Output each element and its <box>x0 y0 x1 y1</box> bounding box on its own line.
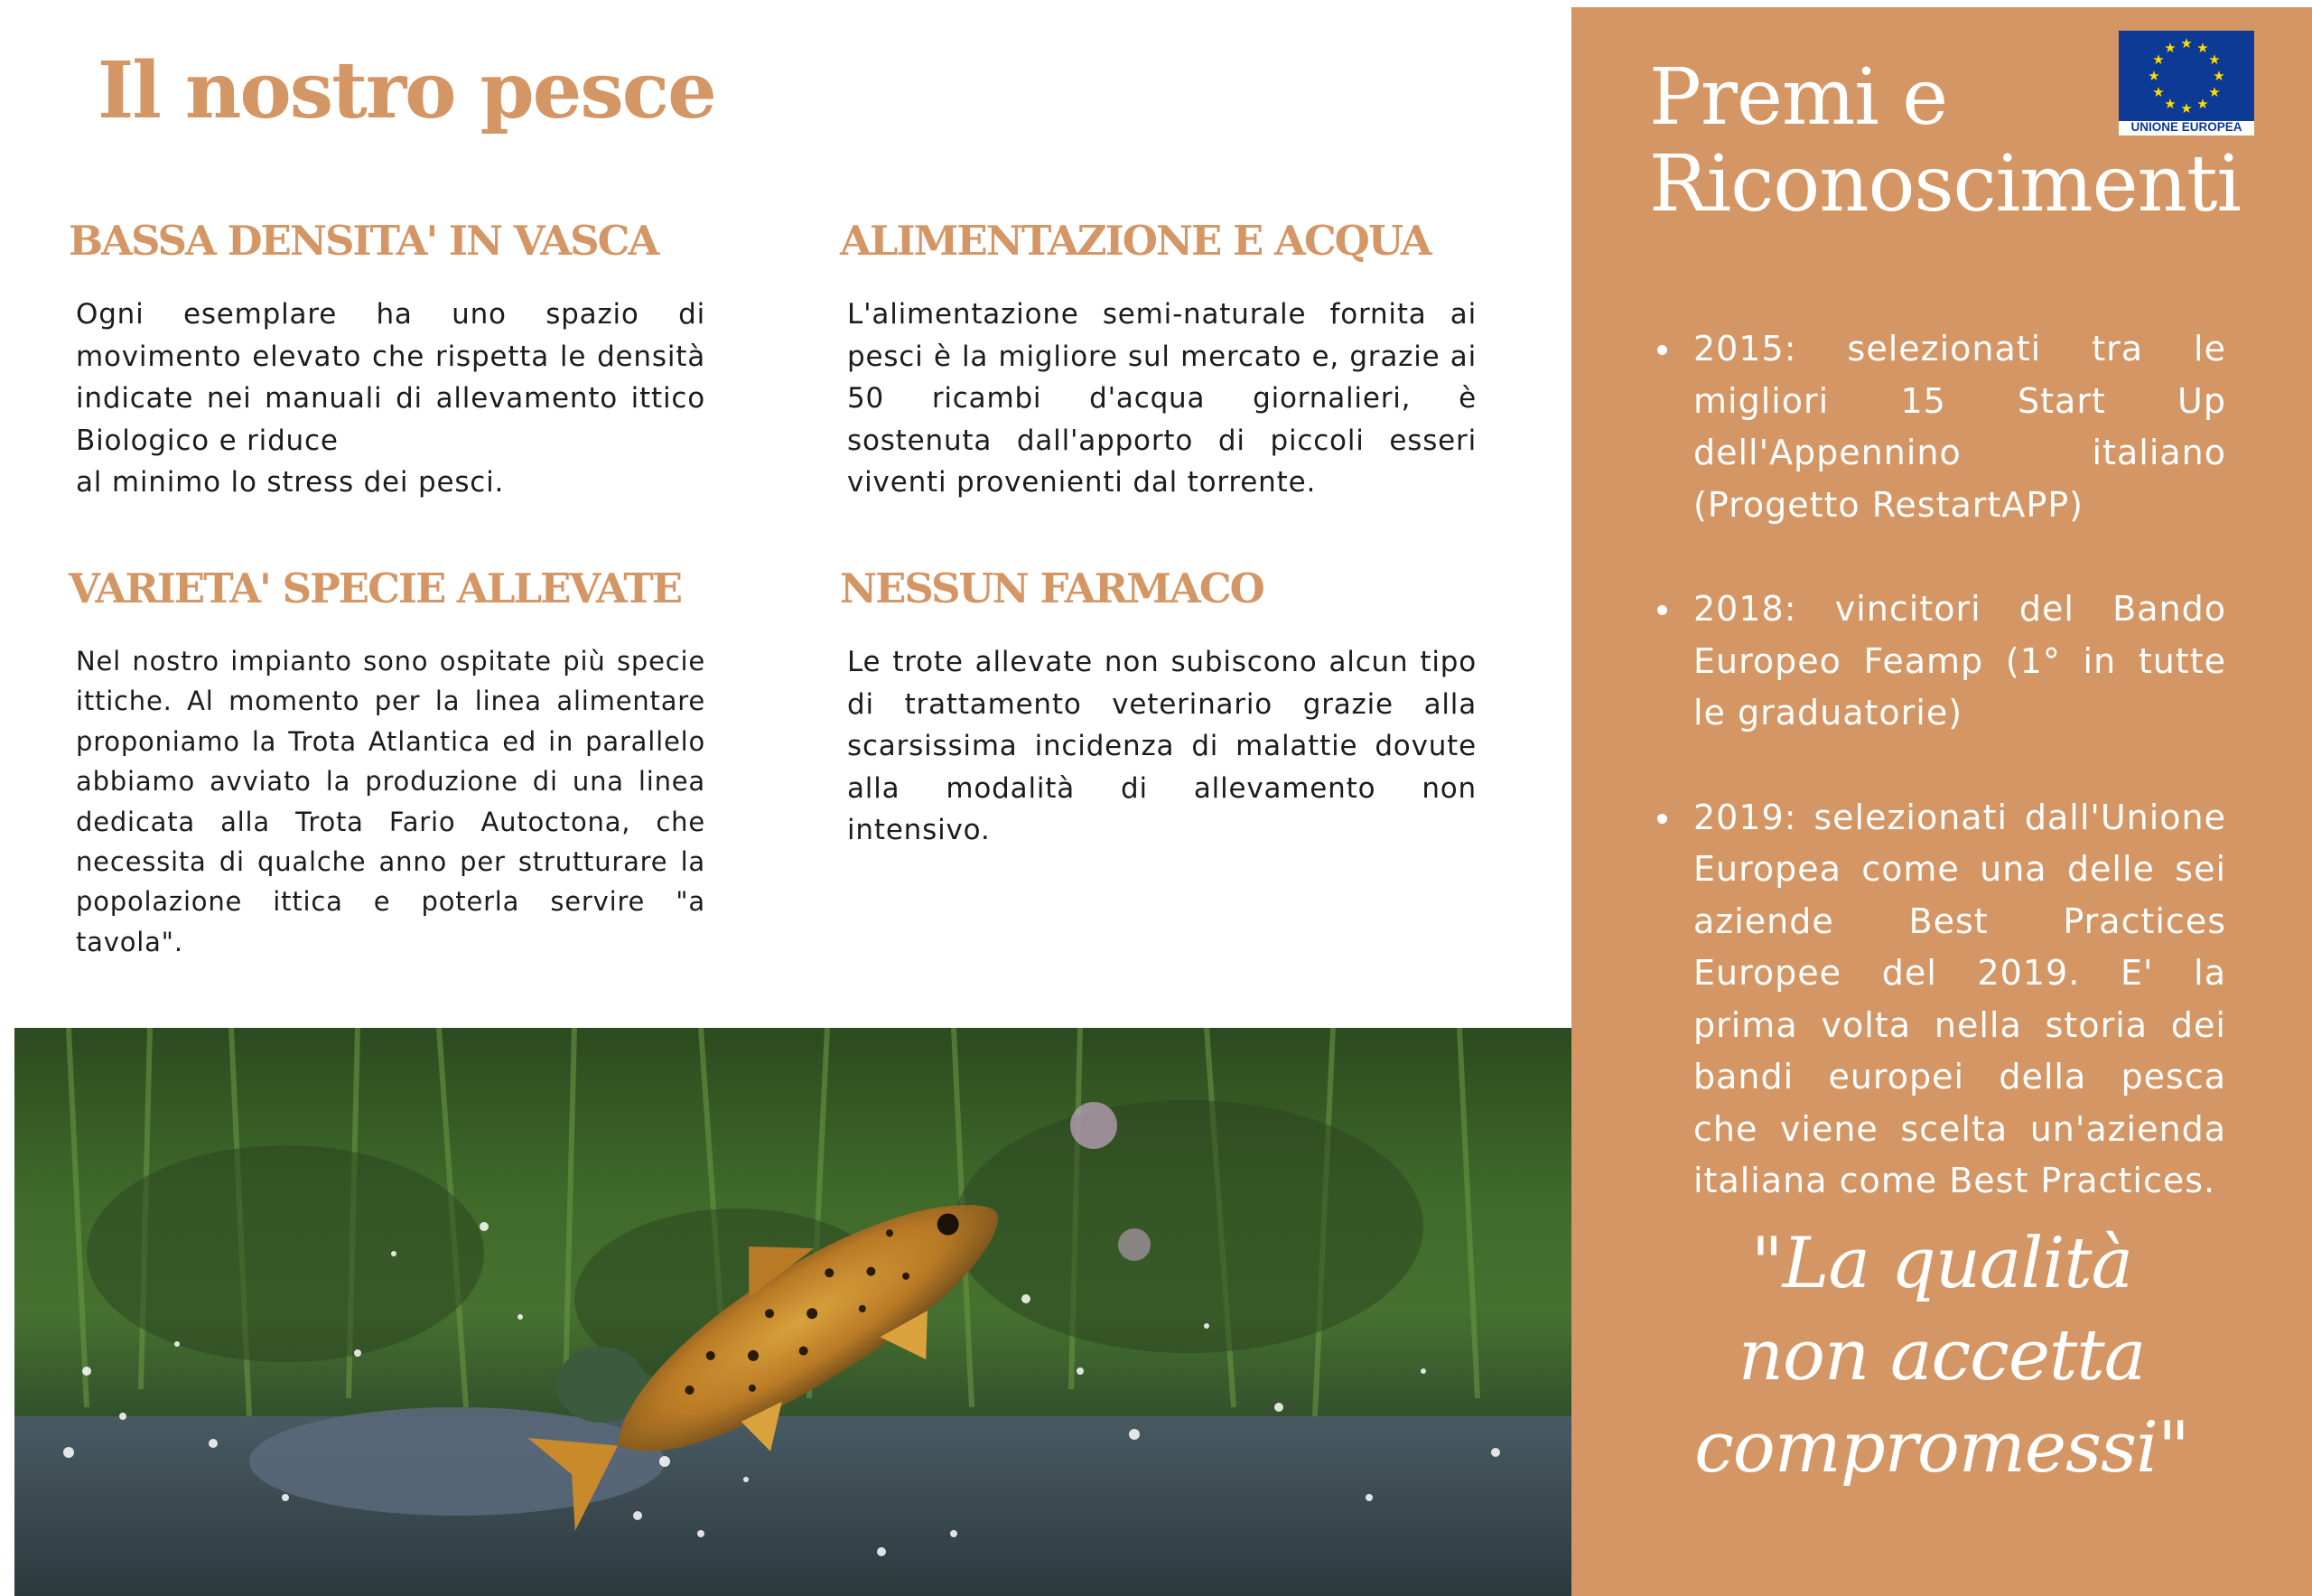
section-species-variety <box>69 565 705 962</box>
section-feeding-water <box>840 217 1477 504</box>
awards-list <box>1657 323 2226 1260</box>
section-no-drugs <box>840 565 1477 852</box>
eu-flag-logo <box>2119 31 2254 135</box>
page-title: Il nostro pesce <box>98 45 715 136</box>
section-heading: VARIETA' SPECIE ALLEVATE <box>69 565 682 612</box>
svg-text:★: ★ <box>2213 68 2225 84</box>
quote-line: non accetta <box>1738 1315 2146 1396</box>
quote-line: compromessi" <box>1694 1407 2189 1489</box>
svg-text:★: ★ <box>2164 96 2177 112</box>
bullet-icon <box>1657 345 1667 355</box>
eu-flag-caption: UNIONE EUROPEA <box>2130 120 2242 134</box>
svg-text:★: ★ <box>2148 68 2160 84</box>
award-text: 2019: selezionati dall'Unione Europea come una delle sei aziende Best Practices Europee del 2019. E' la prima volta nella storia dei bandi europei della pesca che viene scelta un'azienda italiana come Best Practices. <box>1693 797 2226 1200</box>
svg-text:★: ★ <box>2152 51 2165 68</box>
award-item <box>1657 792 2226 1208</box>
section-body: L'alimentazione semi-naturale fornita ai pesci è la migliore sul mercato e, grazie ai 50 ricambi d'acqua giornalieri, è sostenuta dall'apporto di piccoli esseri viventi provenienti dal torrente. <box>847 298 1477 499</box>
svg-text:★: ★ <box>2208 84 2221 100</box>
section-body: Le trote allevate non subiscono alcun tipo di trattamento veterinario grazie alla scarsissima incidenza di malattie dovute alla modalità di allevamento non intensivo. <box>847 646 1477 846</box>
svg-text:★: ★ <box>2152 84 2165 100</box>
quote-line: "La qualità <box>1750 1223 2133 1304</box>
awards-title-line: Premi e <box>1649 52 1948 143</box>
section-body: Nel nostro impianto sono ospitate più specie ittiche. Al momento per la linea alimentare proponiamo la Trota Atlantica ed in parallelo abbiamo avviato la produzione di una linea dedicata alla Trota Fario Autoctona, che necessita di qualche anno per strutturare la popolazione ittica e poterla servire "a tavola". <box>76 646 705 957</box>
section-heading: BASSA DENSITA' IN VASCA <box>69 217 658 265</box>
svg-text:★: ★ <box>2196 40 2209 56</box>
svg-text:★: ★ <box>2180 35 2193 51</box>
section-low-density <box>69 217 705 504</box>
section-body: Ogni esemplare ha uno spazio di movimento elevato che rispetta le densità indicate nei manuali di allevamento ittico Biologico e riduce al minimo lo stress dei pesci. <box>76 298 705 499</box>
awards-panel <box>1571 7 2312 1596</box>
section-heading: ALIMENTAZIONE E ACQUA <box>840 217 1431 265</box>
award-text: 2018: vincitori del Bando Europeo Feamp (1° in tutte le graduatorie) <box>1693 589 2226 733</box>
svg-text:★: ★ <box>2164 40 2177 56</box>
bullet-icon <box>1657 814 1667 824</box>
award-item <box>1657 583 2226 740</box>
quality-quote <box>1571 1218 2312 1494</box>
svg-text:★: ★ <box>2208 51 2221 68</box>
bullet-icon <box>1657 605 1667 615</box>
award-text: 2015: selezionati tra le migliori 15 Start Up dell'Appennino italiano (Progetto RestartAPP) <box>1693 329 2226 525</box>
svg-text:★: ★ <box>2180 100 2193 117</box>
section-heading: NESSUN FARMACO <box>840 565 1263 612</box>
svg-text:★: ★ <box>2196 96 2209 112</box>
trout-jumping-photo <box>14 1028 1571 1596</box>
award-item <box>1657 323 2226 531</box>
awards-title-line: Riconoscimenti <box>1649 139 2242 229</box>
